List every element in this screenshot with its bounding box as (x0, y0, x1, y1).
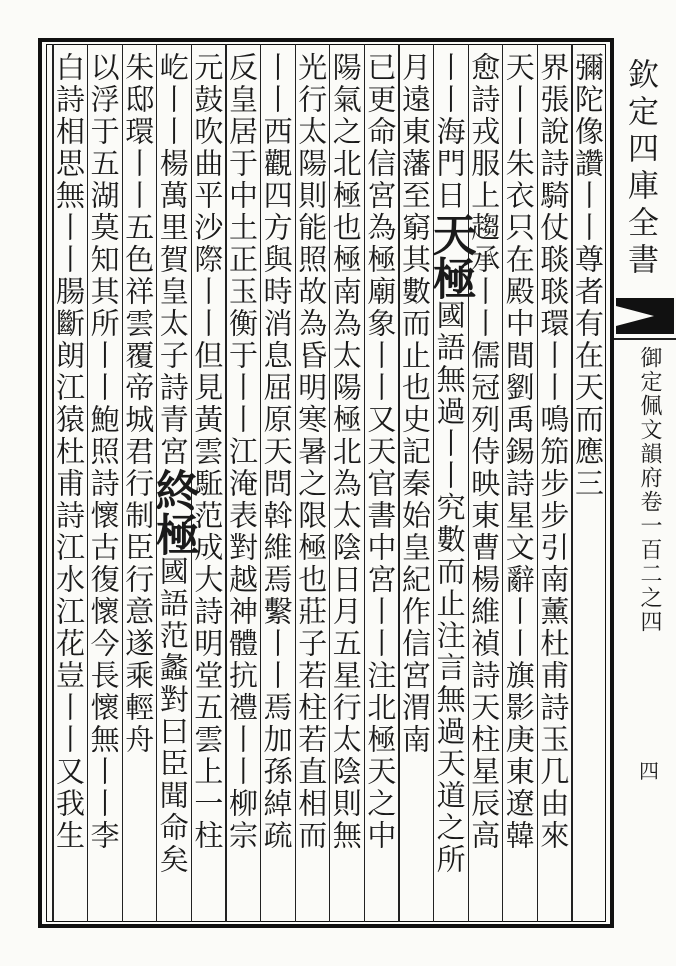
column-text: 君行制臣行意遂乘輕舟 (121, 436, 156, 756)
column-text: 元鼓吹曲平沙際丨丨但見黃雲駈范成大詩明堂五雲上一柱 (190, 52, 225, 852)
column-text: 國語范蠡對曰臣聞命矣 (155, 556, 190, 876)
text-column (258, 52, 297, 914)
column-text: 界張說詩騎仗𦖠𦖠環丨丨鳴笳步步引南薰杜甫詩玉几由來 (536, 52, 571, 852)
column-text: 陽氣之北極也極南為太陽極北為太陰日月五星行太陰則無 (328, 52, 363, 852)
column-text: 已更命信宮為極廟象丨丨又天官書中宮丨丨注北極天之中 (363, 52, 398, 852)
column-text: 月遠東藩 (397, 52, 432, 180)
column-text: 光行太陽則能照故為昏明寒暑之限極也莊子若柱若直相而 (294, 52, 329, 852)
column-text: 反皇居于中土正玉衡于丨丨江淹表對越神體抗禮丨丨柳宗 (224, 52, 259, 852)
column-text: 愈詩戎服上趨承丨丨儒冠列侍映東曹楊維禎詩天柱星辰高 (467, 52, 502, 852)
fishtail-mark-icon (614, 296, 676, 336)
column-text: 以浮于五湖莫知其所丨丨鮑照詩懷古復懷今長懷無丨丨李 (86, 52, 121, 852)
text-column (362, 52, 401, 914)
column-text: 丨丨西觀四方與時消息屈原天問斡維焉繫丨丨焉加孫綽疏 (259, 52, 294, 852)
column-text: 丨丨海門日 (432, 52, 467, 212)
section-title: 御定佩文韻府 (637, 346, 662, 490)
column-text: 彌陀像讚丨丨尊者有在天而應三 (570, 52, 605, 500)
column-text: 天丨丨朱衣只在殿中間劉禹錫詩星文辭丨丨旗影庚東遼韓 (501, 52, 536, 852)
volume-label: 卷一百二之四 (637, 490, 662, 634)
text-column (535, 52, 574, 914)
book-title: 欽定四庫全書 (622, 58, 658, 280)
text-column (327, 52, 366, 914)
column-text: 至窮其數而止也史記秦始皇紀作信宮渭南 (397, 180, 432, 756)
column-text: 朱邸環丨丨五色祥雲覆帝城 (121, 52, 156, 436)
column-text: 白詩相思無丨丨腸斷朗江猿杜甫詩江水江花豈丨丨又我生 (51, 52, 86, 852)
entry-headword: 天極 (424, 212, 476, 300)
fishtail-divider (614, 338, 676, 340)
page-mark: 四 (639, 759, 659, 783)
text-column (223, 52, 262, 914)
text-column (569, 52, 608, 914)
text-column (85, 52, 124, 914)
text-column (466, 52, 505, 914)
text-column (50, 52, 89, 914)
section-title-and-volume (632, 346, 666, 656)
text-column (120, 52, 159, 914)
text-column (396, 52, 435, 914)
text-column (147, 52, 199, 914)
text-column (500, 52, 539, 914)
text-column (293, 52, 332, 914)
column-text: 國語無過丨丨究數而止注言無過天道之所 (432, 300, 467, 876)
column-text: 屹丨丨楊萬里賀皇太子詩青宮 (155, 52, 190, 468)
text-column (424, 52, 476, 914)
entry-headword: 終極 (147, 468, 199, 556)
